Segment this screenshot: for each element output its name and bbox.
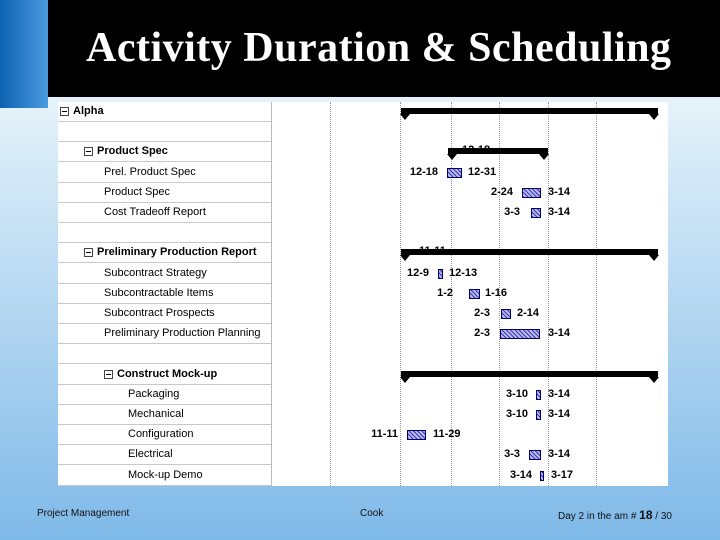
end-date-label: 12-31 [468,165,497,178]
task-name: Preliminary Production Planning [104,327,261,340]
end-date-label: 3-17 [551,468,574,481]
task-row[interactable] [58,243,271,263]
task-name: Mechanical [128,408,184,420]
task-bar[interactable] [438,269,443,279]
task-row[interactable] [58,324,271,344]
task-row[interactable] [58,445,271,465]
task-row[interactable] [58,284,271,304]
end-date-label: 1-16 [485,286,508,299]
start-date-label: 2-3 [474,307,490,319]
task-row[interactable] [58,122,271,142]
task-name: Alpha [73,105,104,117]
task-name: Packaging [128,387,180,400]
page-number: 18 [639,508,653,522]
task-bar[interactable] [540,471,544,481]
task-name: Product Spec [97,145,168,158]
end-date-label: 3-14 [548,327,571,340]
summary-bar[interactable] [401,371,658,377]
task-bar[interactable] [536,410,541,420]
end-date-label: 11-29 [433,428,461,441]
start-date-label: 3-3 [504,206,520,218]
task-row[interactable] [58,425,271,445]
gantt-chart [271,102,668,486]
start-date-label: 3-10 [505,408,528,420]
task-row[interactable] [58,163,271,183]
task-row[interactable] [58,183,271,203]
start-date-label: 1-2 [437,286,453,299]
task-bar[interactable] [447,168,462,178]
task-name: Subcontract Strategy [104,266,207,279]
collapse-toggle-icon[interactable] [84,248,93,257]
task-bar[interactable] [469,289,480,299]
end-date-label: 2-14 [517,307,540,319]
start-date-label: 2-24 [490,185,513,198]
slide-title: Activity Duration & Scheduling [86,25,672,71]
end-date-label: 3-14 [548,408,571,420]
gridline [400,102,401,486]
task-row[interactable] [58,385,271,405]
page-total: / 30 [655,511,672,522]
footer-day: Day 2 in the am # [558,511,637,522]
start-date-label: 12-18 [409,165,438,178]
task-row[interactable] [58,102,271,122]
start-date-label: 3-10 [505,387,528,400]
task-name: Construct Mock-up [117,367,218,380]
task-name: Subcontract Prospects [104,307,215,319]
gantt-panel [58,102,668,486]
end-date-label: 3-14 [548,387,571,400]
gridline [330,102,331,486]
summary-bar[interactable] [401,108,658,114]
gridline [596,102,597,486]
start-date-label: 12-9 [406,266,429,279]
task-row[interactable] [58,344,271,364]
footer-page-info [558,508,672,522]
task-row[interactable] [58,304,271,324]
start-date-label: 3-14 [509,468,532,481]
collapse-toggle-icon[interactable] [104,370,113,379]
footer-course: Project Management [37,508,130,519]
collapse-toggle-icon[interactable] [60,107,69,116]
end-date-label: 3-14 [548,185,571,198]
end-date-label: 12-13 [449,266,478,279]
task-row[interactable] [58,466,271,486]
task-name: Mock-up Demo [128,468,203,481]
summary-date-label: 11-11 [419,245,446,258]
task-bar[interactable] [407,430,426,440]
task-bar[interactable] [500,329,540,339]
task-name: Product Spec [104,185,171,198]
task-name: Prel. Product Spec [104,165,196,178]
task-bar[interactable] [522,188,541,198]
task-name: Preliminary Production Report [97,246,257,259]
collapse-toggle-icon[interactable] [84,147,93,156]
task-name: Configuration [128,428,194,441]
footer-author: Cook [360,508,384,519]
end-date-label: 3-14 [548,448,571,461]
task-bar[interactable] [536,390,541,400]
task-row[interactable] [58,405,271,425]
summary-date-label: 12-18 [462,144,491,157]
task-bar[interactable] [501,309,511,319]
start-date-label: 3-3 [504,448,520,461]
start-date-label: 2-3 [474,327,490,340]
task-row[interactable] [58,223,271,243]
accent-block [0,0,48,108]
task-name: Subcontractable Items [104,286,214,299]
task-table [58,102,272,486]
task-row[interactable] [58,203,271,223]
start-date-label: 11-11 [371,428,398,441]
task-name: Electrical [128,448,173,461]
task-bar[interactable] [529,450,541,460]
task-row[interactable] [58,142,271,162]
task-row[interactable] [58,365,271,385]
end-date-label: 3-14 [548,206,571,218]
task-name: Cost Tradeoff Report [104,206,206,218]
task-row[interactable] [58,264,271,284]
task-bar[interactable] [531,208,541,218]
